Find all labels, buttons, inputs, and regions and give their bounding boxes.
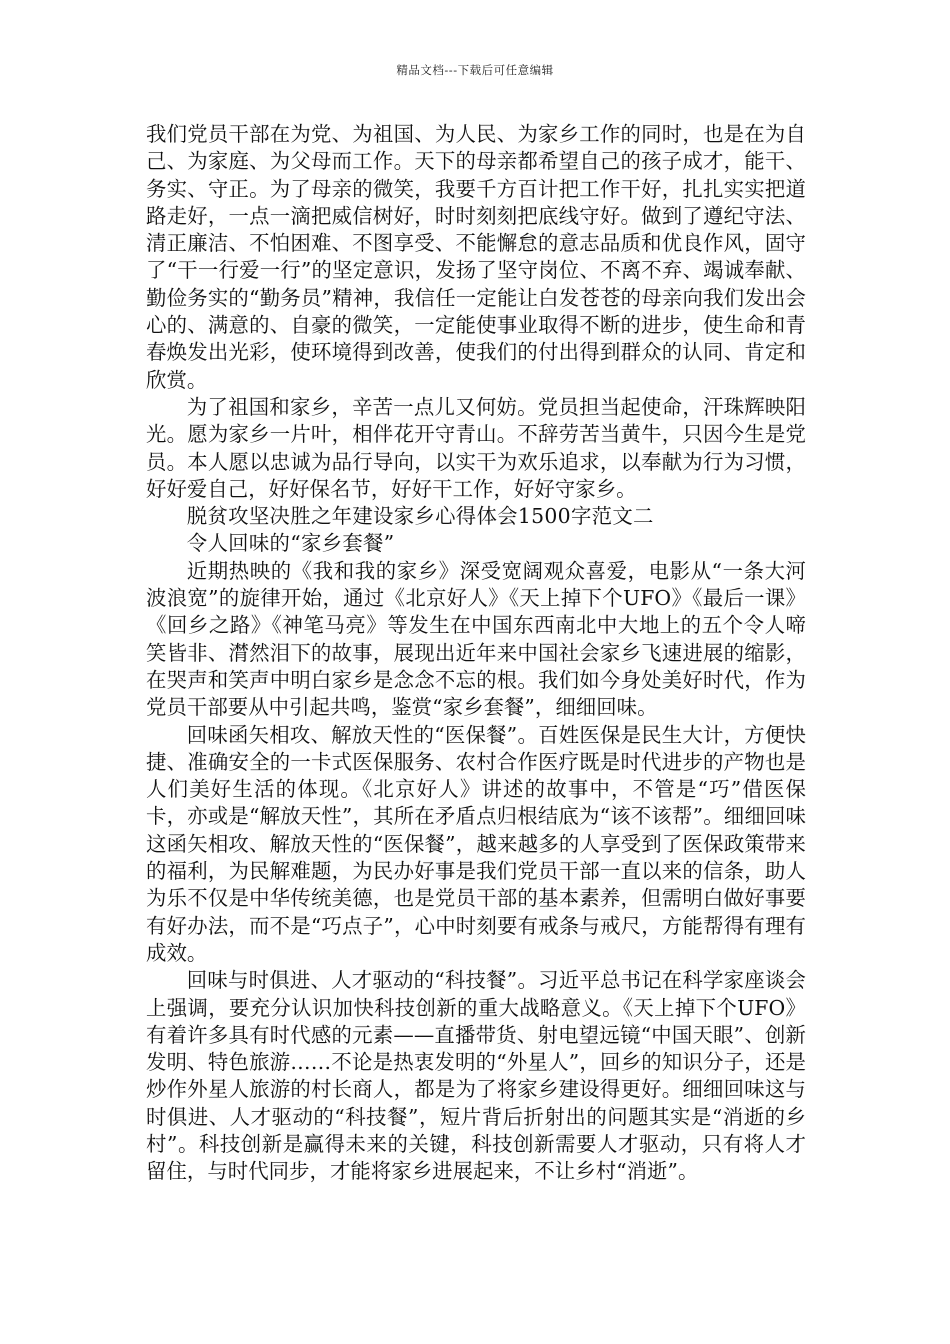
paragraph-technology: 回味与时俱进、人才驱动的“科技餐”。习近平总书记在科学家座谈会上强调，要充分认识加快科技创新的重大战略意义。《天上掉下个UFO》有着许多具有时代感的元素——直播带货、射电望远镜“中国天眼”、创新发明、特色旅游……不论是热衷发明的“外星人”，回乡的知识分子，还是炒作外星人旅游的村长商人，都是为了将家乡建设得更好。细细回味这与时俱进、人才驱动的“科技餐”，短片背后折射出的问题其实是“消逝的乡村”。科技创新是赢得未来的关键，科技创新需要人才驱动，只有将人才留住，与时代同步，才能将家乡进展起来，不让乡村“消逝”。 — [146, 968, 806, 1184]
paragraph-motherland-hometown: 为了祖国和家乡，辛苦一点儿又何妨。党员担当起使命，汗珠辉映阳光。愿为家乡一片叶，相伴花开守青山。不辞劳苦当黄牛，只因今生是党员。本人愿以忠诚为品行导向，以实干为欢乐追求，以奉献为行为习惯，好好爱自己，好好保名节，好好干工作，好好守家乡。 — [146, 394, 806, 501]
paragraph-movie-intro: 近期热映的《我和我的家乡》深受宽阔观众喜爱，电影从“一条大河波浪宽”的旋律开始，通过《北京好人》《天上掉下个UFO》《最后一课》《回乡之路》《神笔马亮》等发生在中国东西南北中大地上的五个令人啼笑皆非、潸然泪下的故事，展现出近年来中国社会家乡飞速进展的缩影，在哭声和笑声中明白家乡是念念不忘的根。我们如今身处美好时代，作为党员干部要从中引起共鸣，鉴赏“家乡套餐”，细细回味。 — [146, 558, 806, 720]
page-header: 精品文档---下载后可任意编辑 — [396, 63, 554, 77]
section-subtitle: 令人回味的“家乡套餐” — [186, 531, 395, 556]
section-title: 脱贫攻坚决胜之年建设家乡心得体会1500字范文二 — [186, 504, 654, 529]
document-body — [146, 121, 806, 1186]
paragraph-medical-insurance: 回味函矢相攻、解放天性的“医保餐”。百姓医保是民生大计，方便快捷、准确安全的一卡式医保服务、农村合作医疗既是时代进步的产物也是人们美好生活的体现。《北京好人》讲述的故事中，不管是“巧”借医保卡，亦或是“解放天性”，其所在矛盾点归根结底为“该不该帮”。细细回味这函矢相攻、解放天性的“医保餐”，越来越多的人享受到了医保政策带来的福利，为民解难题，为民办好事是我们党员干部一直以来的信条，助人为乐不仅是中华传统美德，也是党员干部的基本素养，但需明白做好事要有好办法，而不是“巧点子”，心中时刻要有戒条与戒尺，方能帮得有理有成效。 — [146, 722, 806, 965]
paragraph-party-members-work: 我们党员干部在为党、为祖国、为人民、为家乡工作的同时，也是在为自己、为家庭、为父母而工作。天下的母亲都希望自己的孩子成才，能干、务实、守正。为了母亲的微笑，我要千方百计把工作干好，扎扎实实把道路走好，一点一滴把威信树好，时时刻刻把底线守好。做到了遵纪守法、清正廉洁、不怕困难、不图享受、不能懈怠的意志品质和优良作风，固守了“干一行爱一行”的坚定意识，发扬了坚守岗位、不离不弃、竭诚奉献、勤俭务实的“勤务员”精神，我信任一定能让白发苍苍的母亲向我们发出会心的、满意的、自豪的微笑，一定能使事业取得不断的进步，使生命和青春焕发出光彩，使环境得到改善，使我们的付出得到群众的认同、肯定和欣赏。 — [146, 122, 806, 392]
